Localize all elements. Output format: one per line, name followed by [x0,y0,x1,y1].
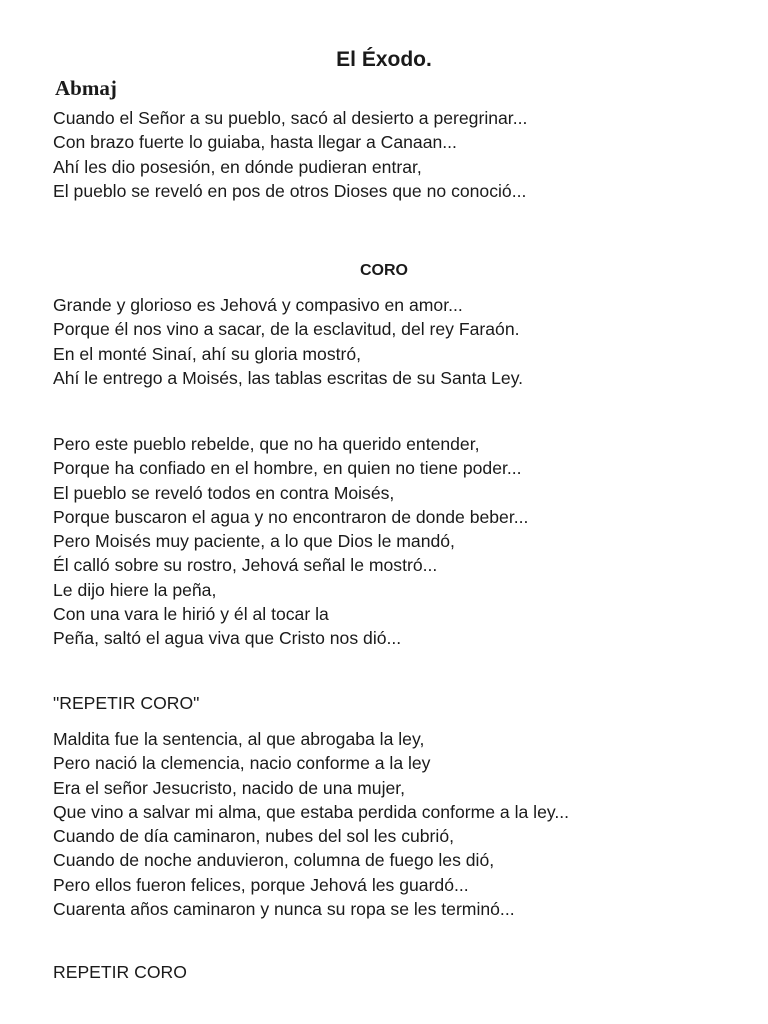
lyric-line: Le dijo hiere la peña, [53,579,217,600]
lyric-line: Pero este pueblo rebelde, que no ha querido entender, [53,434,480,454]
lyric-line: Cuando de noche anduvieron, columna de fuego les dió, [53,850,495,871]
author-name: Abmaj [55,76,117,100]
repeat-chorus-label: "REPETIR CORO" [53,693,200,713]
chorus [53,293,523,390]
repeat-chorus-label-final: REPETIR CORO [53,962,187,982]
lyric-line: Porque buscaron el agua y no encontraron de donde beber... [53,506,529,527]
lyric-line: Que vino a salvar mi alma, que estaba perdida conforme a la ley... [53,801,570,822]
song-title: El Éxodo. [336,48,432,71]
lyric-line: Grande y glorioso es Jehová y compasivo en amor... [53,295,463,315]
lyric-line: Con una vara le hirió y él al tocar la [53,604,329,625]
lyric-line: Ahí les dio posesión, en dónde pudieran entrar, [53,156,422,177]
stanza-1 [53,106,527,203]
stanza-2 [53,432,528,651]
lyric-line: Maldita fue la sentencia, al que abrogaba la ley, [53,729,425,749]
lyric-line: Porque él nos vino a sacar, de la esclavitud, del rey Faraón. [53,319,520,340]
lyric-line: Porque ha confiado en el hombre, en quien no tiene poder... [53,458,522,479]
lyric-line: Era el señor Jesucristo, nacido de una mujer, [53,777,406,798]
lyric-line: Pero nació la clemencia, nacio conforme a la ley [53,753,431,774]
lyric-line: El pueblo se reveló en pos de otros Dioses que no conoció... [53,180,527,201]
lyric-line: Él calló sobre su rostro, Jehová señal le mostró... [53,555,438,576]
lyric-line: Ahí le entrego a Moisés, las tablas escritas de su Santa Ley. [53,367,524,388]
lyric-line: En el monté Sinaí, ahí su gloria mostró, [53,343,362,364]
stanza-3 [53,727,569,921]
lyric-line: Pero ellos fueron felices, porque Jehová les guardó... [53,874,469,895]
lyric-line: Cuando de día caminaron, nubes del sol les cubrió, [53,826,454,847]
lyric-line: Cuando el Señor a su pueblo, sacó al desierto a peregrinar... [53,108,528,128]
lyric-line: Cuarenta años caminaron y nunca su ropa se les terminó... [53,899,515,920]
lyric-line: Peña, saltó el agua viva que Cristo nos dió... [53,628,402,649]
lyric-line: Pero Moisés muy paciente, a lo que Dios le mandó, [53,531,455,552]
chorus-heading: CORO [360,262,408,279]
lyric-line: El pueblo se reveló todos en contra Moisés, [53,482,395,503]
lyric-line: Con brazo fuerte lo guiaba, hasta llegar a Canaan... [53,132,457,153]
